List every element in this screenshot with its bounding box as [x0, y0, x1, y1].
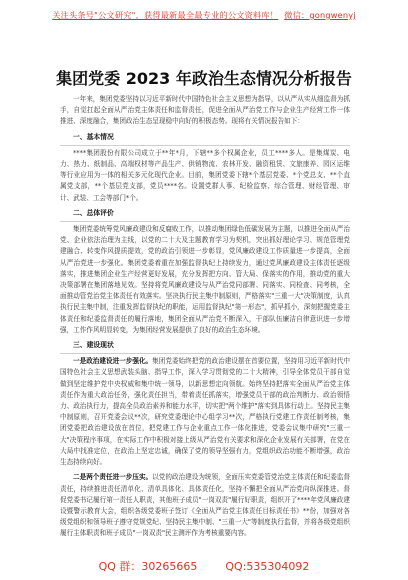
- paragraph-two-responsibilities: [60, 472, 350, 539]
- paragraph-basic-info: ****集团股份有限公司成立于**年*月，下辖**多个权属企业，员工****多人。是集煤炭、电力、热力、纸制品、高端权材等产品生产、供销物流、农林开发、融资租赁、文旅康养、园区运维等行业应用为一体的相关多元化现代企业。目前，集团党委下辖*个基层党委、*个党总支、**个直属党支部，**个基层党支部，党员****名。设置党群人事、纪检监察、综合管理、财经管理、审计、武装、工会等部门*个。: [60, 148, 350, 202]
- section-heading-current-status: 三、建设现状: [60, 340, 350, 354]
- intro-paragraph: 一年来，集团党委坚持以习近平新时代中国特色社会主义思想为指导，以从严从实从细监督为抓手，自觉扛起全面从严治党主体责任和监督责任，促进全面从严治党工作与企业生产经营工作一体推进、深度融合，集团政治生态呈现稳中向好的积极态势。现将有关情况报告如下：: [60, 95, 350, 126]
- section-heading-overall-evaluation: 二、总体评价: [60, 208, 350, 222]
- document-body: [60, 94, 350, 544]
- footer-qq-group: QQ 群：30265665: [98, 560, 198, 573]
- paragraph-lead: 一是政治建设进一步强化。: [73, 357, 153, 366]
- document-title: 集团党委 2023 年政治生态情况分析报告: [56, 69, 352, 88]
- footer-qq: QQ:535304092: [225, 560, 310, 573]
- paragraph-lead: 二是两个责任进一步压实。: [73, 473, 153, 482]
- paragraph-political-construction: [60, 356, 350, 468]
- banner-promo-text: 关注头条号"公文研究"，获得最新最全最专业的公文资料库！: [52, 10, 279, 20]
- footer-contact: [0, 558, 408, 574]
- paragraph-text: 集团党委始终把党的政治建设摆在首要位置，坚持用习近平新时代中国特色社会主义思想武装头脑、指导工作，深入学习贯彻党的二十大精神，引导全体党员干部自觉做到坚定维护党中央权威和集中统一领导，以新思想定向领航。始终坚持把落实全面从严治党主体责任作为重大政治任务，强化责任担当，带着责任抓落实，增强党员干部的政治判断力、政治领悟力、政治执行力，提高全员政治素养和能力水平，切实把"两个维护"落实到具体行动上。坚持民主集中制原则，召开党委会议**次，研究党委理论中心组学习**次，严格执行党建工作责任制考核，集团党委把政治建设放在首位，把党建工作与企业重点工作一体化推进，党委会议集中研究"三重一大"决策程序事项，在实际工作中积极对接上级从严治党有关要求和深化企业发展有关部署，在党在大局中找准定位，在政治上坚定忠诚，确保了党的领导坚强有力，党组织政治功能不断增强，政治生态持续向好。: [60, 357, 351, 467]
- paragraph-overall-evaluation: 集团党委统筹党风廉政建设和反腐败工作，以推动集团绿色低碳发展为主题，以推进全面从严治党、企业依法治理为主线，以党的二十大及主题教育学习为契机，突出抓好理论学习、规范管理党建融合、转变作风提质提效，党的政治引领进一步彰显，党风廉政建设工作质量进一步提高，全面从严治党进一步强化。集团党委着重在加强监督执纪上持续发力，通过党风廉政建设主体责任逐级落实，推进集团企业生产经营更好发展，充分发挥把方向、管大局、保落实的作用，推动党的重大决策部署在集团落地见效。坚持将党风廉政建设与从严治党同部署、同落实、同检查、同考核，全面推动管党治党主体责任有效落实。坚决执行民主集中制原则，严格落实"三重一大"决策制度，认真执行民主集中制，注重发挥监督执纪的职能，运用监督执纪"第一形态"，抓早抓小，深刻把握党委主体责任和纪委监督责任的履行落地，集团全面从严治党不断深入，干部队伍廉洁自律意识进一步增强，工作作风明显转变，为集团经营发展提供了良好的政治生态环境。: [60, 225, 350, 334]
- top-banner[interactable]: [0, 10, 408, 21]
- paragraph-text: 以党的政治建设为统领，全面压实党委管党治党主体责任和纪委监督责任，持续推进责任清单化、清单具体化、具体责任化，坚持不懈把全面从严治党向纵深推进。督促党委书记履行第一责任人职责，其他班子成员"一岗双责"履行好职责，组织开了****年党风廉政建设暨警示教育大会，组织各级党委班子签订《全面从严治党主体责任目标责任书》**份，加强对各级党组织和领导班子遵守党规党纪、坚持民主集中制、"三重一大"等制度执行监督，并将各级党组织履行主体职责和班子成员"一岗双责"民主测评作为考核重要内容。: [60, 473, 351, 538]
- section-heading-basic-info: 一、基本情况: [60, 132, 350, 146]
- banner-wechat-text: 微信：gongwenyj: [284, 10, 356, 20]
